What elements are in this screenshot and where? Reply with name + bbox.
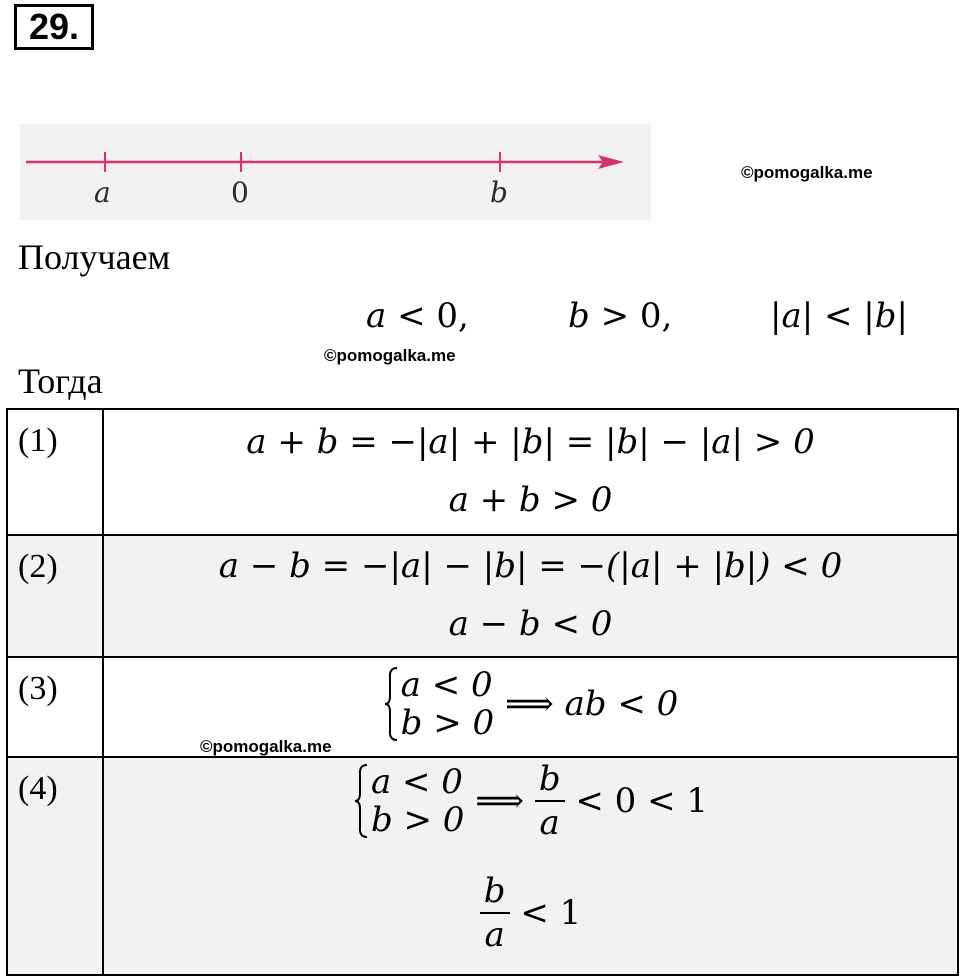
watermark: ©pomogalka.me xyxy=(200,737,332,756)
system-of-inequalities: a < 0 b > 0 xyxy=(353,763,465,839)
watermark: ©pomogalka.me xyxy=(741,163,873,182)
problem-number: 29. xyxy=(14,4,94,50)
solution-table xyxy=(6,408,959,976)
watermark: ©pomogalka.me xyxy=(324,346,456,365)
row-1-line-2: a + b > 0 xyxy=(448,480,613,520)
row-3-expression: a < 0 b > 0 ⟹ ab < 0 xyxy=(104,666,957,742)
curly-brace-icon xyxy=(353,763,371,839)
tick-label-b: b xyxy=(490,176,508,209)
curly-brace-icon xyxy=(383,666,401,742)
row-number: (3) xyxy=(8,658,104,756)
text-poluchaem: Получаем xyxy=(18,237,171,277)
number-line-graphic xyxy=(20,124,651,220)
fraction-b-over-a: $\frac{b}{a}$ xyxy=(480,874,510,952)
row-1-line-1: a + b = −|a| + |b| = |b| − |a| > 0 xyxy=(246,422,815,462)
row-number: (1) xyxy=(8,410,104,534)
system-of-inequalities: a < 0 b > 0 xyxy=(383,666,495,742)
text-togda: Тогда xyxy=(18,361,103,401)
condition-b-positive: b > 0, xyxy=(568,296,673,336)
row-2-line-1: a − b = −|a| − |b| = −(|a| + |b|) < 0 xyxy=(218,546,843,586)
table-row-3 xyxy=(8,658,957,758)
row-number: (2) xyxy=(8,536,104,656)
table-row-4 xyxy=(8,758,957,974)
row-2-line-2: a − b < 0 xyxy=(448,604,613,644)
number-line xyxy=(20,124,651,220)
row-number: (4) xyxy=(8,758,104,974)
row-4-expression: a < 0 b > 0 ⟹ $\frac{b}{a}$ < 0 < 1 xyxy=(104,762,957,840)
tick-label-a: a xyxy=(94,176,111,209)
row-4-line-2: $\frac{b}{a}$ < 1 xyxy=(104,874,957,952)
condition-a-negative: a < 0, xyxy=(366,296,469,336)
tick-label-zero: 0 xyxy=(231,176,249,209)
table-row-2 xyxy=(8,536,957,658)
table-row-1 xyxy=(8,410,957,536)
fraction-b-over-a: $\frac{b}{a}$ xyxy=(535,762,565,840)
condition-abs: |a| < |b| xyxy=(770,296,908,336)
